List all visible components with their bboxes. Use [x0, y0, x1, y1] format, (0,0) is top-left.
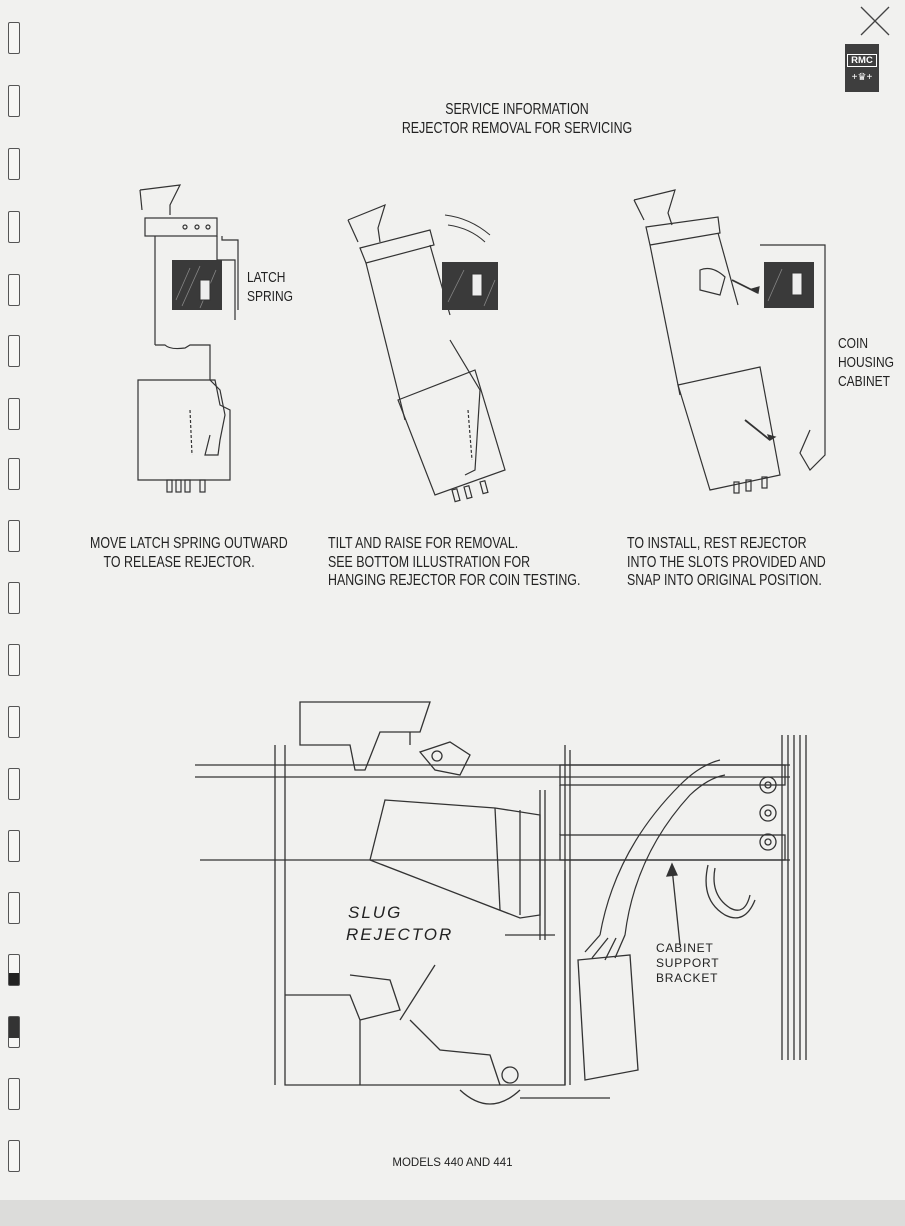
- figure-install-rejector: [630, 185, 850, 505]
- figure-tilt-and-raise: [340, 190, 530, 510]
- rejector-label: REJECTOR: [346, 925, 454, 944]
- close-mark-icon: [858, 4, 892, 38]
- figure2-caption: TILT AND RAISE FOR REMOVAL. SEE BOTTOM ILLUSTRATION FOR HANGING REJECTOR FOR COIN TESTING.: [328, 535, 581, 589]
- binder-hole: [8, 398, 20, 430]
- binder-hole: [8, 274, 20, 306]
- binder-hole: [8, 335, 20, 367]
- slug-label: SLUG: [348, 903, 403, 922]
- bracket-label-2: SUPPORT: [656, 956, 720, 970]
- figure3-caption: TO INSTALL, REST REJECTOR INTO THE SLOTS PROVIDED AND SNAP INTO ORIGINAL POSITION.: [627, 535, 826, 589]
- binder-hole: [8, 22, 20, 54]
- binder-hole: [8, 706, 20, 738]
- latch-spring-label: LATCH SPRING: [247, 269, 294, 305]
- binder-hole: [8, 458, 20, 490]
- binder-hole: [8, 644, 20, 676]
- binder-hole: [8, 85, 20, 117]
- logo-text: RMC: [847, 54, 877, 67]
- crown-icon: +♛+: [851, 72, 873, 83]
- binder-hole: [8, 954, 20, 986]
- figure1-caption: MOVE LATCH SPRING OUTWARD TO RELEASE REJECTOR.: [90, 535, 288, 571]
- binder-hole: [8, 582, 20, 614]
- heading-line-2: REJECTOR REMOVAL FOR SERVICING: [401, 120, 633, 137]
- coin-housing-cabinet-label: COIN HOUSING CABINET: [838, 335, 895, 390]
- heading-line-1: SERVICE INFORMATION: [445, 101, 589, 118]
- binder-hole: [8, 520, 20, 552]
- bracket-label-3: BRACKET: [656, 971, 719, 985]
- bracket-label-1: CABINET: [656, 941, 714, 955]
- figure-hanging-rejector: [160, 690, 820, 1120]
- binder-holes: [8, 22, 24, 1182]
- binder-hole: [8, 892, 20, 924]
- binder-hole: [8, 1016, 20, 1048]
- scan-edge: [0, 1200, 905, 1226]
- binder-hole: [8, 1078, 20, 1110]
- page-heading: [401, 100, 633, 138]
- figure-latch-spring: [130, 180, 250, 500]
- rmc-logo: [845, 44, 879, 92]
- binder-hole: [8, 830, 20, 862]
- binder-hole: [8, 148, 20, 180]
- page-footer: MODELS 440 AND 441: [392, 1157, 513, 1169]
- binder-hole: [8, 768, 20, 800]
- binder-hole: [8, 211, 20, 243]
